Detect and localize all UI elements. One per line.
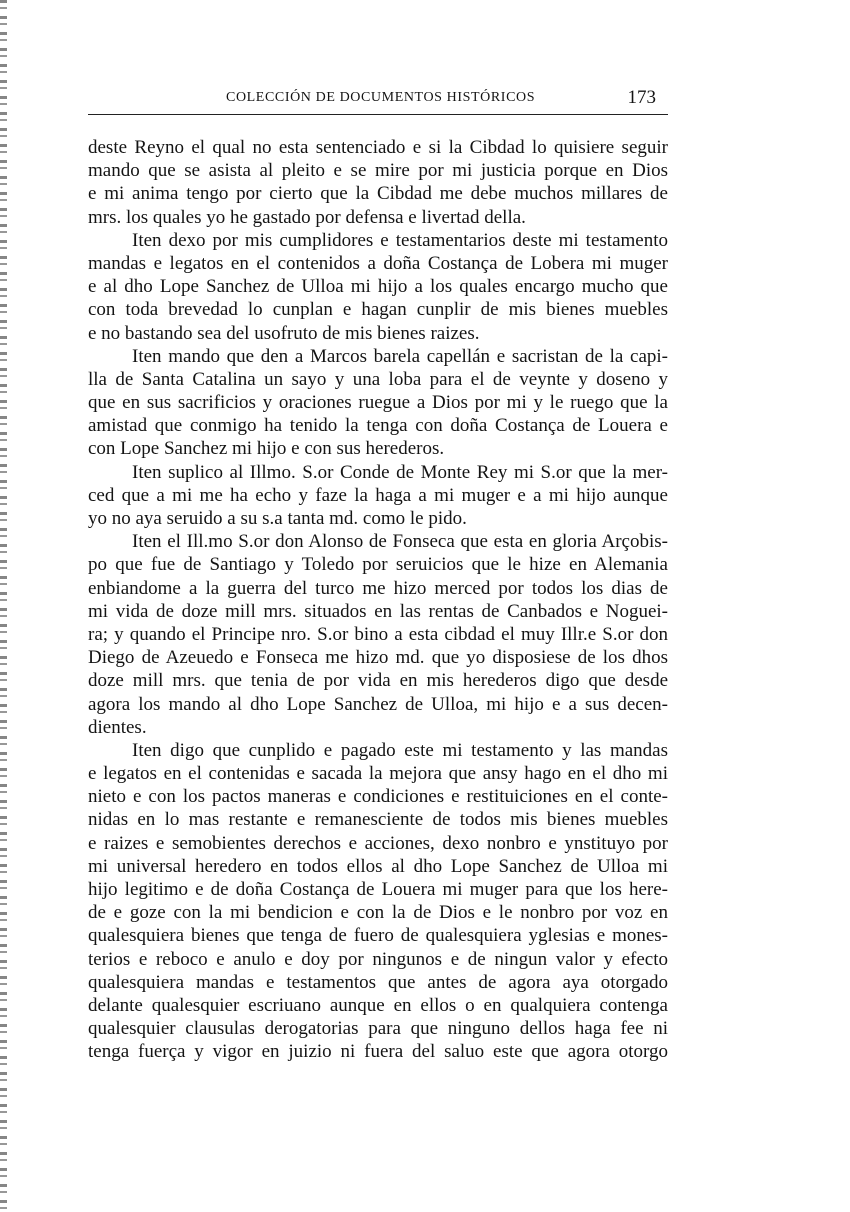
text-line: con Lope Sanchez mi hijo e con sus herederos. — [88, 438, 445, 460]
text-line: que en sus sacrificios y oraciones ruegue a Dios por mi y le ruego que la — [88, 392, 668, 414]
text-line: mi vida de doze mill mrs. situados en las rentas de Canbados e Noguei- — [88, 600, 668, 622]
running-head — [226, 87, 666, 113]
text-line: hijo legitimo e de doña Costança de Louera mi muger para que los here- — [88, 879, 668, 900]
scanned-page-edge — [0, 0, 7, 1212]
text-line: e no bastando sea del usofruto de mis bienes raizes. — [88, 322, 480, 344]
text-line: dientes. — [88, 716, 147, 738]
text-line: Iten mando que den a Marcos barela capellán e sacristan de la capi- — [132, 345, 668, 367]
text-line: mi universal heredero en todos ellos al dho Lope Sanchez de Ulloa mi — [88, 855, 668, 877]
text-line: con toda brevedad lo cunplan e hagan cunplir de mis bienes muebles — [88, 299, 668, 321]
text-line: terios e reboco e anulo e doy por ningunos e de ningun valor y efecto — [88, 948, 668, 970]
text-line: mando que se asista al pleito e se mire por mi justicia porque en Dios — [88, 160, 668, 182]
text-line: ra; y quando el Principe nro. S.or bino a esta cibdad el muy Illr.e S.or don — [88, 623, 668, 645]
text-line: enbiandome a la guerra del turco me hizo merced por todos los dias de — [88, 577, 668, 599]
header-rule — [88, 114, 668, 115]
text-line: qualesquier clausulas derogatorias para que ninguno dellos haga fee ni — [88, 1018, 668, 1040]
text-line: e raizes e semobientes derechos e acciones, dexo nonbro e ynstituyo por — [88, 832, 668, 854]
text-line: qualesquiera bienes que tenga de fuero de qualesquiera yglesias e mones- — [88, 925, 668, 947]
text-line: nieto e con los pactos maneras e condiciones e restituiciones en el conte- — [88, 786, 668, 808]
text-line: de e goze con la mi bendicion e con la de Dios e le nonbro por voz en — [88, 902, 668, 924]
text-line: e legatos en el contenidas e sacada la mejora que ansy hago en el dho mi — [88, 763, 668, 785]
text-line: tenga fuerça y vigor en juizio ni fuera del saluo este que agora otorgo — [88, 1041, 668, 1063]
text-line: amistad que conmigo ha tenido la tenga con doña Costança de Louera e — [88, 415, 668, 437]
text-line: Iten el Ill.mo S.or don Alonso de Fonseca que esta en gloria Arçobis- — [132, 531, 668, 553]
text-line: Iten digo que cunplido e pagado este mi testamento y las mandas — [132, 739, 668, 761]
text-line: mandas e legatos en el contenidos a doña Costança de Lobera mi muger — [88, 252, 668, 274]
text-line: Iten suplico al Illmo. S.or Conde de Monte Rey mi S.or que la mer- — [132, 461, 668, 483]
text-line: Diego de Azeuedo e Fonseca me hizo md. que yo disposiese de los dhos — [88, 647, 668, 669]
running-title: COLECCIÓN DE DOCUMENTOS HISTÓRICOS — [226, 90, 536, 105]
text-line: Iten dexo por mis cumplidores e testamentarios deste mi testamento — [132, 229, 668, 251]
body-text — [88, 136, 668, 1064]
text-line: mrs. los quales yo he gastado por defensa e livertad della. — [88, 206, 526, 228]
text-line: agora los mando al dho Lope Sanchez de Ulloa, mi hijo e a sus decen- — [88, 693, 668, 715]
text-line: deste Reyno el qual no esta sentenciado e si la Cibdad lo quisiere seguir — [88, 137, 668, 158]
text-line: ced que a mi me ha echo y faze la haga a mi muger e a mi hijo aunque — [88, 484, 668, 506]
text-line: po que fue de Santiago y Toledo por seruicios que le hize en Alemania — [88, 554, 668, 576]
text-line: e mi anima tengo por cierto que la Cibdad me debe muchos millares de — [88, 183, 668, 205]
text-line: lla de Santa Catalina un sayo y una loba para el de veynte y doseno y — [88, 368, 668, 390]
text-line: delante qualesquier escriuano aunque en ellos o en qualquiera contenga — [88, 994, 668, 1016]
text-line: yo no aya seruido a su s.a tanta md. como le pido. — [88, 508, 467, 529]
text-line: doze mill mrs. que tenia de por vida en mis herederos digo que desde — [88, 670, 668, 692]
text-line: qualesquiera mandas e testamentos que antes de agora aya otorgado — [88, 971, 668, 993]
text-line: nidas en lo mas restante e remanesciente de todos mis bienes muebles — [88, 809, 668, 831]
text-line: e al dho Lope Sanchez de Ulloa mi hijo a los quales encargo mucho que — [88, 276, 668, 298]
page-number: 173 — [627, 87, 656, 108]
